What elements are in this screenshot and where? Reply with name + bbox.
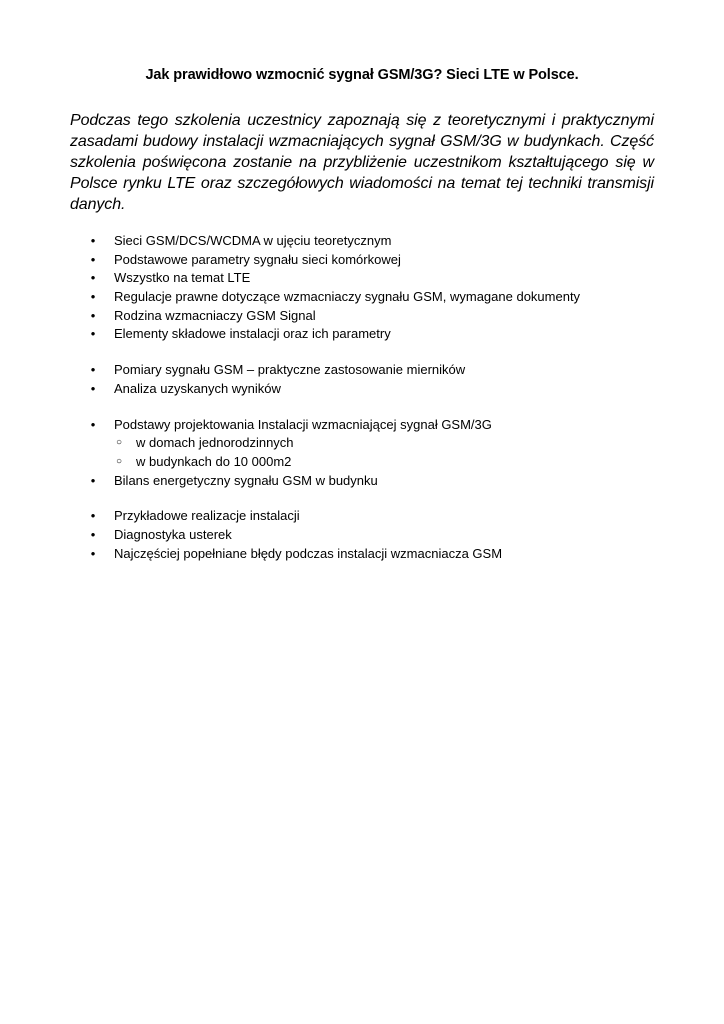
list-item-label: Podstawowe parametry sygnału sieci komórkowej	[114, 251, 401, 267]
topic-group	[0, 232, 724, 344]
sub-list-item-label: w budynkach do 10 000m2	[136, 453, 292, 469]
document-title: Jak prawidłowo wzmocnić sygnał GSM/3G? Sieci LTE w Polsce.	[145, 67, 579, 83]
topic-group	[0, 416, 724, 491]
bullet-icon: •	[90, 380, 96, 396]
bullet-icon: •	[90, 270, 96, 286]
list-item	[0, 269, 724, 288]
bullet-icon: •	[90, 233, 96, 248]
bullet-icon: •	[90, 326, 96, 342]
list-item-label: Regulacje prawne dotyczące wzmacniaczy sygnału GSM, wymagane dokumenty	[114, 289, 581, 305]
list-item-label: Przykładowe realizacje instalacji	[114, 508, 300, 524]
list-item-label: Elementy składowe instalacji oraz ich parametry	[114, 326, 391, 342]
list-item-label: Wszystko na temat LTE	[114, 270, 251, 286]
list-item	[0, 545, 724, 564]
bullet-icon: •	[90, 416, 96, 432]
bullet-icon: •	[90, 508, 96, 524]
topic-group	[0, 361, 724, 398]
bullet-icon: •	[90, 472, 96, 488]
sub-list-item	[0, 453, 724, 472]
list-item	[0, 507, 724, 526]
list-item	[0, 416, 724, 435]
list-item-label: Bilans energetyczny sygnału GSM w budynku	[114, 472, 378, 488]
list-item-label: Diagnostyka usterek	[114, 526, 232, 542]
list-item-label: Analiza uzyskanych wyników	[114, 380, 281, 396]
list-item-label: Podstawy projektowania Instalacji wzmacniającej sygnał GSM/3G	[114, 416, 492, 432]
list-item	[0, 232, 724, 251]
bullet-icon: •	[90, 526, 96, 542]
list-item-label: Sieci GSM/DCS/WCDMA w ujęciu teoretycznym	[114, 233, 392, 248]
bullet-icon: •	[90, 307, 96, 323]
list-item-label: Najczęściej popełniane błędy podczas instalacji wzmacniacza GSM	[114, 545, 503, 561]
bullet-icon: •	[90, 289, 96, 305]
list-item	[0, 288, 724, 307]
list-item-label: Rodzina wzmacniaczy GSM Signal	[114, 307, 316, 323]
sub-list-item-label: w domach jednorodzinnych	[136, 435, 294, 451]
list-item-label: Pomiary sygnału GSM – praktyczne zastosowanie mierników	[114, 362, 466, 378]
circle-bullet-icon: ○	[115, 455, 123, 467]
list-item	[0, 307, 724, 326]
bullet-icon: •	[90, 362, 96, 378]
sub-list-item	[0, 434, 724, 453]
list-item	[0, 361, 724, 380]
list-item	[0, 251, 724, 270]
list-item	[0, 526, 724, 545]
list-item	[0, 472, 724, 491]
list-item	[0, 325, 724, 344]
list-item	[0, 380, 724, 399]
bullet-icon: •	[90, 251, 96, 267]
circle-bullet-icon: ○	[115, 437, 123, 449]
topic-list	[0, 232, 724, 580]
intro-paragraph: Podczas tego szkolenia uczestnicy zapoznają się z teoretycznymi i praktycznymi zasadami budowy instalacji wzmacniających sygnał GSM/3G w budynkach. Część szkolenia poświęcona zostanie na przybliżenie uczestnikom kształtującego się w Polsce rynku LTE oraz szczegółowych wiadomości na temat tej techniki transmisji danych.	[70, 112, 654, 213]
bullet-icon: •	[90, 545, 96, 561]
topic-group	[0, 507, 724, 563]
